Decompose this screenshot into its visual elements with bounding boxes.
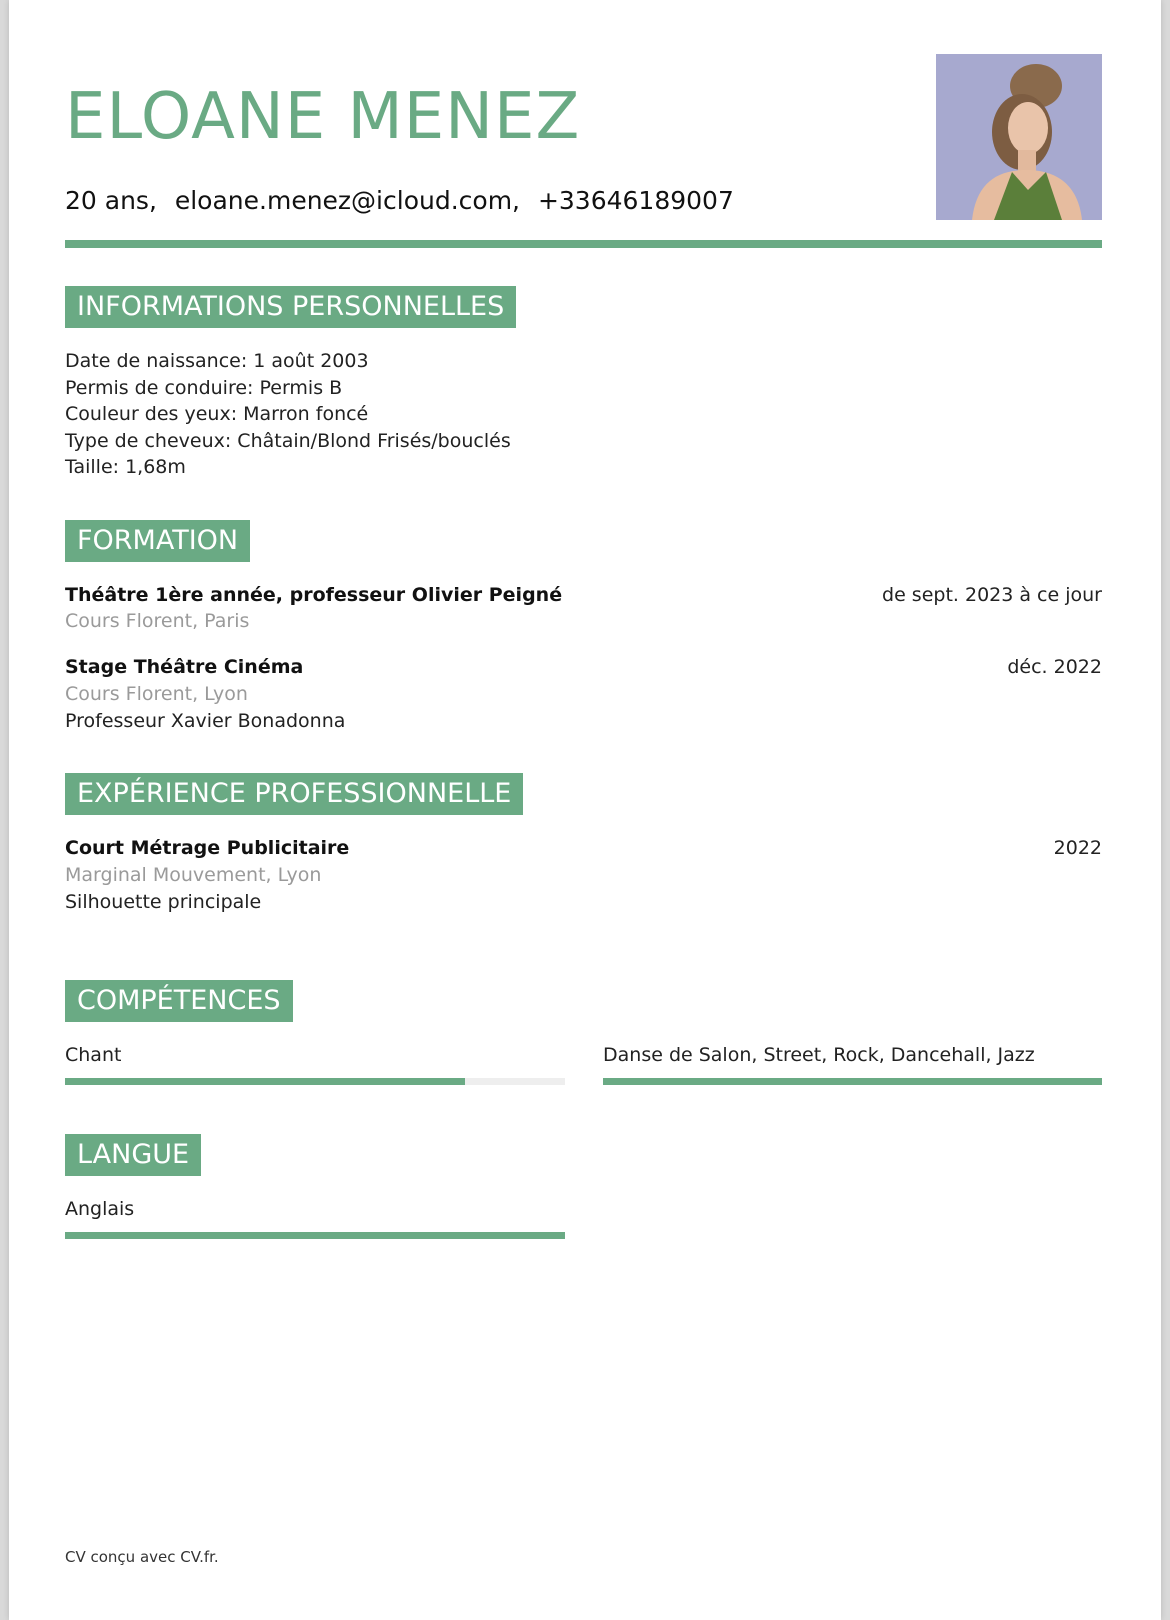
age: 20 ans, (65, 186, 157, 215)
email: eloane.menez@icloud.com, (174, 186, 520, 215)
section-title-personal: INFORMATIONS PERSONNELLES (65, 286, 516, 328)
phone: +33646189007 (537, 186, 734, 215)
personal-info-list (65, 348, 511, 481)
education-1-date: de sept. 2023 à ce jour (882, 584, 1102, 606)
resume-page (9, 0, 1161, 1620)
candidate-name: ELOANE MENEZ (65, 80, 581, 154)
footer-credit: CV conçu avec CV.fr. (65, 1548, 219, 1566)
portrait-illustration (936, 54, 1102, 220)
info-hair-type: Type de cheveux: Châtain/Blond Frisés/bouclés (65, 429, 511, 452)
profile-photo (936, 54, 1102, 220)
skill-2-label: Danse de Salon, Street, Rock, Dancehall, Jazz (603, 1044, 1035, 1066)
education-2-description: Professeur Xavier Bonadonna (65, 710, 346, 732)
section-title-education: FORMATION (65, 520, 250, 562)
education-2-date: déc. 2022 (1007, 656, 1102, 678)
skill-1-bar (65, 1078, 565, 1085)
info-height: Taille: 1,68m (65, 456, 186, 478)
experience-1-description: Silhouette principale (65, 891, 262, 913)
experience-1-title: Court Métrage Publicitaire (65, 837, 350, 859)
info-eye-color: Couleur des yeux: Marron foncé (65, 403, 369, 425)
experience-1-date: 2022 (1053, 837, 1102, 859)
section-title-skills: COMPÉTENCES (65, 980, 293, 1022)
section-title-languages: LANGUE (65, 1134, 201, 1176)
contact-line (65, 186, 744, 215)
info-birthdate: Date de naissance: 1 août 2003 (65, 350, 369, 372)
experience-1-place: Marginal Mouvement, Lyon (65, 864, 322, 886)
education-1-title: Théâtre 1ère année, professeur Olivier Peigné (65, 584, 563, 606)
education-2-place: Cours Florent, Lyon (65, 683, 248, 705)
skill-1-bar-fill (65, 1078, 465, 1085)
skill-1-label: Chant (65, 1044, 122, 1066)
header-divider (65, 240, 1102, 248)
section-title-experience: EXPÉRIENCE PROFESSIONNELLE (65, 773, 523, 815)
language-1-bar (65, 1232, 565, 1239)
language-1-label: Anglais (65, 1198, 135, 1220)
info-license: Permis de conduire: Permis B (65, 376, 343, 399)
education-1-place: Cours Florent, Paris (65, 610, 250, 632)
skill-2-bar (603, 1078, 1102, 1085)
education-2-title: Stage Théâtre Cinéma (65, 656, 304, 678)
language-1-bar-fill (65, 1232, 565, 1239)
skill-2-bar-fill (603, 1078, 1102, 1085)
